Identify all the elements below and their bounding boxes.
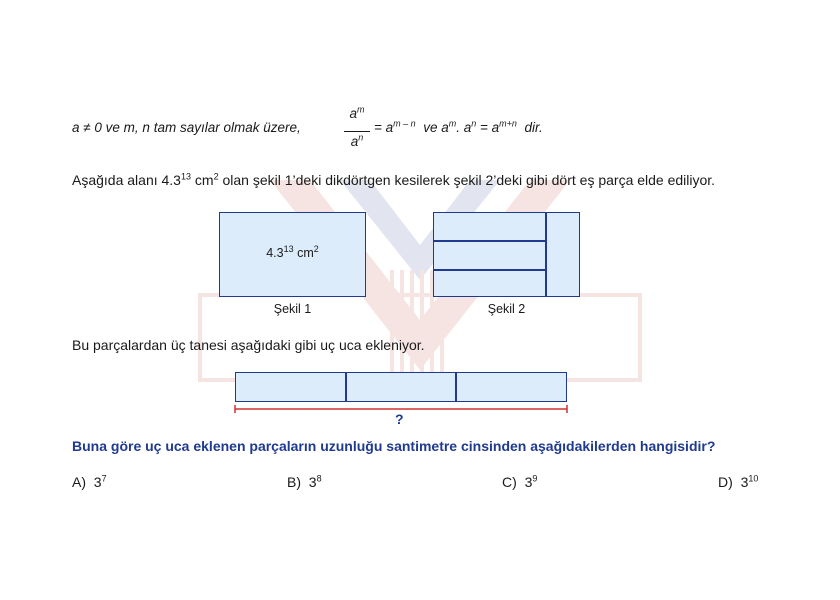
option-c[interactable]: C) $3^9$ <box>502 473 538 490</box>
option-a[interactable]: A) $3^7$ <box>72 473 107 490</box>
figure1-caption: Şekil 1 <box>273 302 312 316</box>
pieces-paragraph: Bu parçalardan üç tanesi aşağıdaki gibi uç uca ekleniyor. <box>72 337 425 353</box>
joined-strip <box>235 372 567 402</box>
joined-strip-divider-2 <box>455 372 457 402</box>
fraction-bar <box>344 131 370 132</box>
figure2-horizontal-cut-1 <box>433 240 546 242</box>
joined-strip-divider-1 <box>345 372 347 402</box>
question-text: Buna göre uç uca eklenen parçaların uzunluğu santimetre cinsinden aşağıdakilerden hangisidir? <box>72 438 716 454</box>
fraction-numerator: $a^m$ <box>349 104 365 121</box>
figure1-area-label: $4.3^{13}$ $cm^2$ <box>266 243 319 260</box>
intro-paragraph: Aşağıda alanı $4.3^{13}$ $cm^2$ olan şekil 1’deki dikdörtgen kesilerek şekil 2’deki gibi dört eş parça elde ediliyor. <box>72 171 716 188</box>
figure2-rectangle <box>433 212 580 297</box>
figure2-caption: Şekil 2 <box>487 302 526 316</box>
option-d[interactable]: D) $3^{10}$ <box>718 473 759 490</box>
rule-equations: = $a^{m - n}$ ve $a^m$. $a^n = a^{m+n}$ dir. <box>374 118 543 135</box>
rule-prefix: a ≠ 0 ve m, n tam sayılar olmak üzere, <box>72 120 301 135</box>
figure2-horizontal-cut-2 <box>433 269 546 271</box>
figure2-vertical-cut <box>545 212 547 297</box>
fraction-denominator: $a^n$ <box>350 132 364 149</box>
option-b[interactable]: B) $3^8$ <box>287 473 322 490</box>
unknown-length-label: ? <box>395 411 404 427</box>
